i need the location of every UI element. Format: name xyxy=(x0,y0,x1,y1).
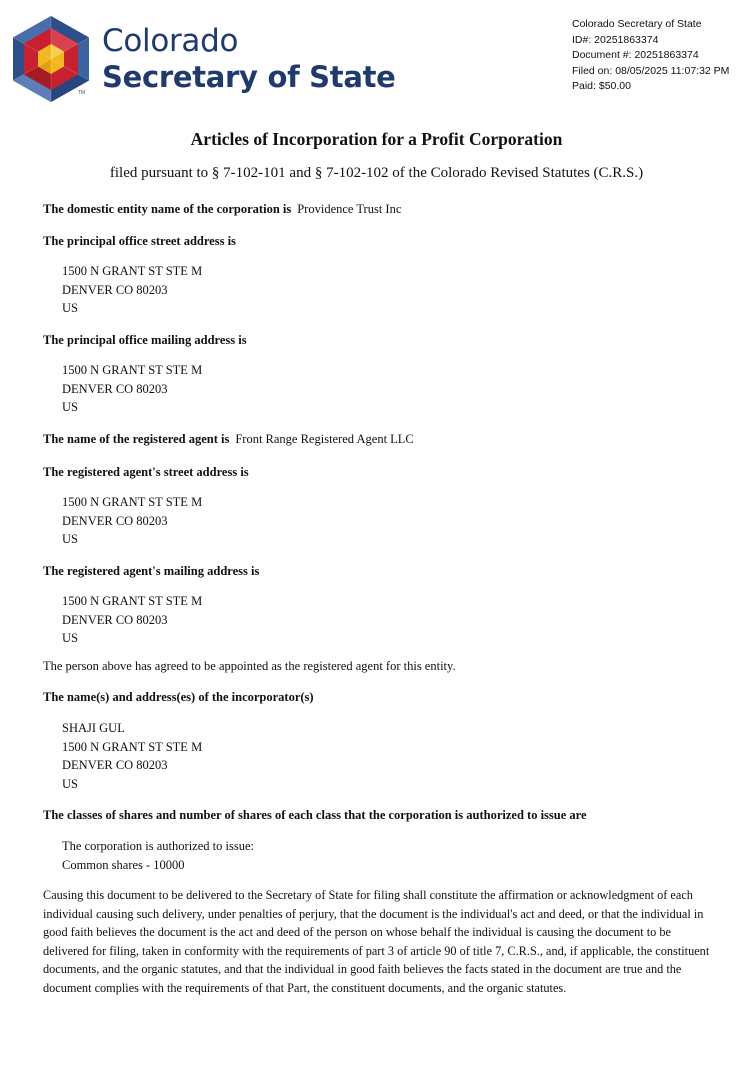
affirmation-paragraph: Causing this document to be delivered to the Secretary of State for filing shall constitute the affirmation or acknowledgment of each individual causing such delivery, under penalties of perjury, that the document is the individual's act and deed, or that the individual in good faith believes the document is the act and deed of the person on whose behalf the individual is causing the document to be delivered for filing, taken in conformity with the requirements of part 3 of article 90 of title 7, C.R.S., and, if applicable, the constituent documents, and the organic statutes, and that the individual in good faith believes the facts stated in the document are true and the document complies with the requirements of that Part, the constituent documents, and the organic statutes. xyxy=(43,888,710,995)
principal-street-label: The principal office street address is xyxy=(43,234,236,248)
address-line: 1500 N GRANT ST STE M xyxy=(62,495,203,509)
agent-name-row xyxy=(43,432,414,447)
incorporator-details xyxy=(62,719,202,793)
shares-label: The classes of shares and number of shares of each class that the corporation is authorized to issue are xyxy=(43,808,587,822)
address-line: 1500 N GRANT ST STE M xyxy=(62,739,203,754)
filing-paid: Paid: $50.00 xyxy=(572,80,631,92)
trademark-mark: TM xyxy=(78,90,86,96)
filing-date: Filed on: 08/05/2025 11:07:32 PM xyxy=(572,64,730,77)
address-line: US xyxy=(62,631,78,645)
agent-name-value: Front Range Registered Agent LLC xyxy=(235,432,414,446)
filing-office: Colorado Secretary of State xyxy=(572,18,702,30)
filing-info xyxy=(572,17,729,95)
agent-name-label: The name of the registered agent is xyxy=(43,432,230,446)
shares-details xyxy=(62,837,254,874)
address-line: US xyxy=(62,400,78,414)
principal-street-address xyxy=(62,262,202,318)
incorporator-label: The name(s) and address(es) of the incorporator(s) xyxy=(43,690,314,704)
entity-name-value: Providence Trust Inc xyxy=(297,202,402,216)
address-line: US xyxy=(62,301,78,315)
principal-mailing-label: The principal office mailing address is xyxy=(43,333,247,347)
agent-street-label: The registered agent's street address is xyxy=(43,465,249,479)
page-title: Articles of Incorporation for a Profit Corporation xyxy=(190,129,563,149)
agent-street-address xyxy=(62,493,202,549)
address-line: DENVER CO 80203 xyxy=(62,282,168,297)
brand-name-colorado: Colorado xyxy=(102,23,239,59)
address-line: DENVER CO 80203 xyxy=(62,381,168,396)
address-line: 1500 N GRANT ST STE M xyxy=(62,594,203,608)
address-line: DENVER CO 80203 xyxy=(62,758,168,772)
address-line: US xyxy=(62,776,78,791)
incorporator-name: SHAJI GUL xyxy=(62,721,125,735)
filing-document-number: Document #: 20251863374 xyxy=(572,49,699,61)
filing-id: ID#: 20251863374 xyxy=(572,33,659,46)
entity-name-label: The domestic entity name of the corporation is xyxy=(43,202,292,216)
agent-consent-text: The person above has agreed to be appointed as the registered agent for this entity. xyxy=(43,659,456,673)
shares-line: Common shares - 10000 xyxy=(62,857,185,872)
page-subtitle: filed pursuant to § 7-102-101 and § 7-102-102 of the Colorado Revised Statutes (C.R.S.) xyxy=(109,165,644,181)
agent-mailing-label: The registered agent's mailing address is xyxy=(43,564,260,578)
address-line: 1500 N GRANT ST STE M xyxy=(62,264,203,278)
brand-name-secretary-of-state: Secretary of State xyxy=(102,60,396,94)
address-line: 1500 N GRANT ST STE M xyxy=(62,363,203,377)
agent-mailing-address xyxy=(62,592,202,648)
principal-mailing-address xyxy=(62,361,202,417)
entity-name-row xyxy=(43,202,401,217)
address-line: DENVER CO 80203 xyxy=(62,612,168,627)
address-line: DENVER CO 80203 xyxy=(62,513,168,528)
address-line: US xyxy=(62,532,78,546)
shares-line: The corporation is authorized to issue: xyxy=(62,839,254,853)
